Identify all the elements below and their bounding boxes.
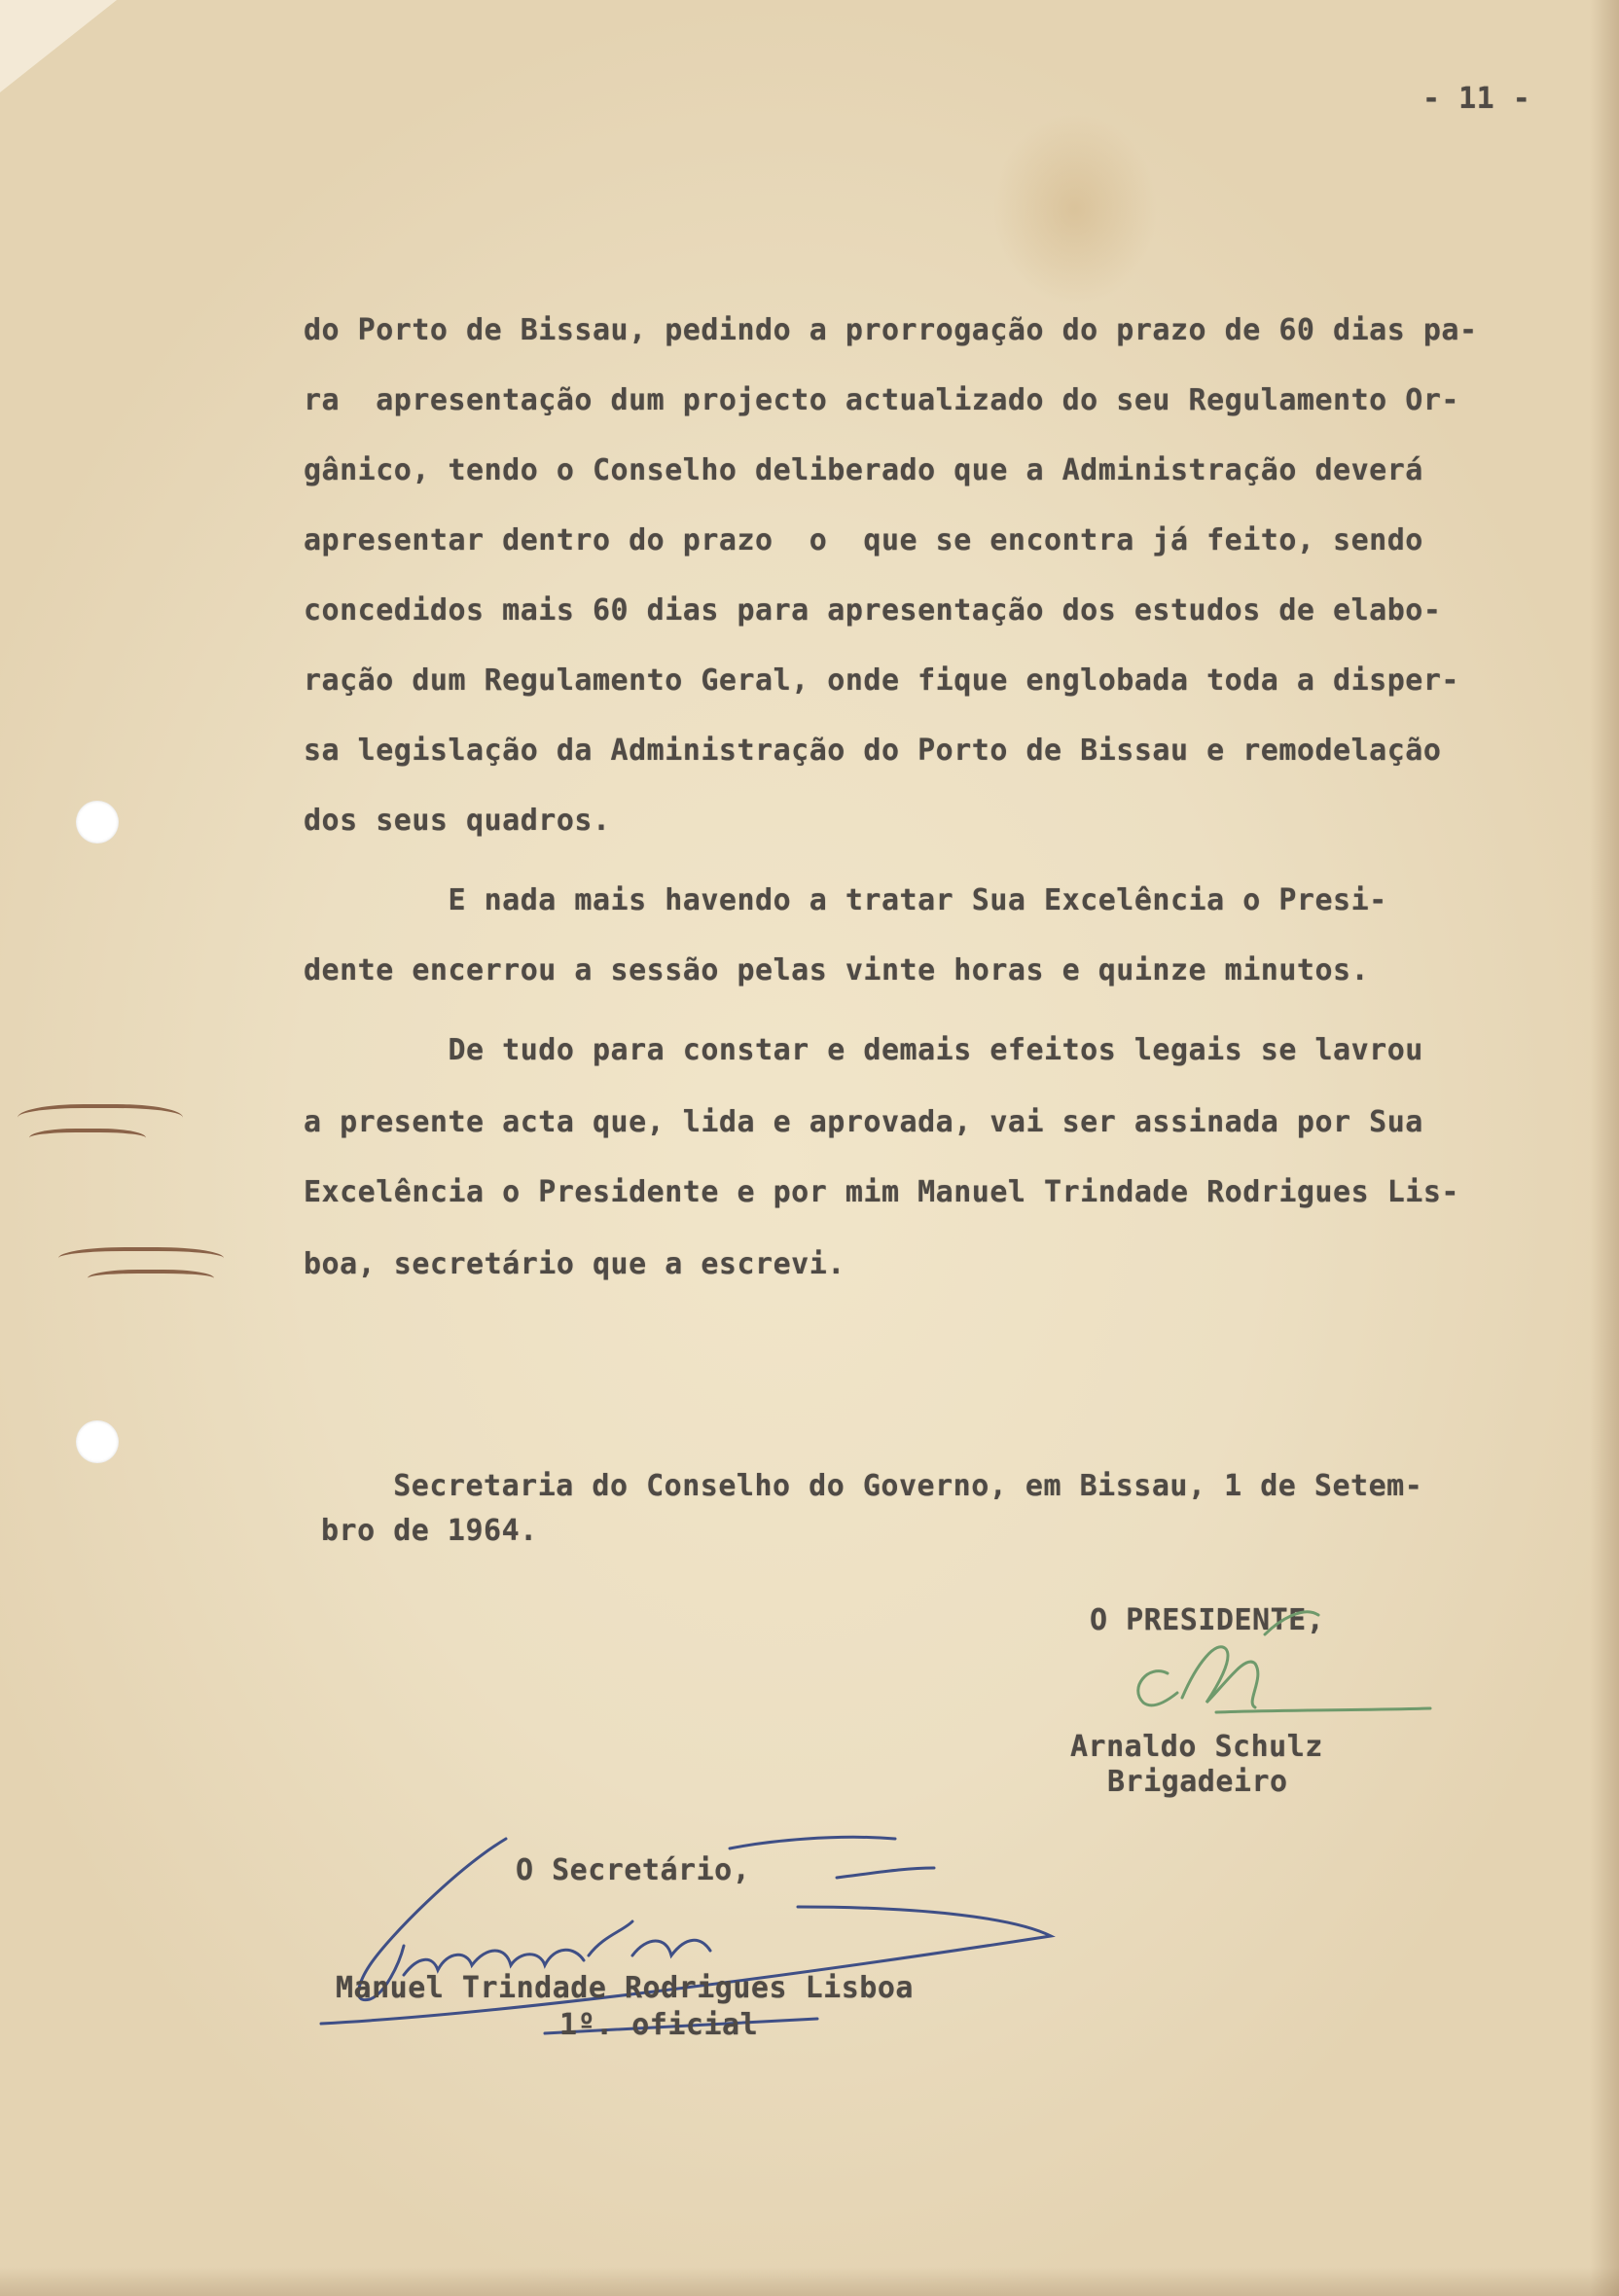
- body-line-6: ração dum Regulamento Geral, onde fique englobada toda a disper-: [304, 664, 1459, 698]
- body-line-12: a presente acta que, lida e aprovada, vai ser assinada por Sua: [304, 1105, 1423, 1139]
- body-line-2: ra apresentação dum projecto actualizado do seu Regulamento Or-: [304, 383, 1459, 417]
- president-signature: [1109, 1596, 1440, 1741]
- secretary-rank: 1º. oficial: [559, 2008, 759, 2042]
- punch-hole-lower: [76, 1420, 119, 1463]
- body-line-11: De tudo para constar e demais efeitos legais se lavrou: [304, 1033, 1423, 1067]
- body-line-14: boa, secretário que a escrevi.: [304, 1247, 845, 1281]
- body-line-3: gânico, tendo o Conselho deliberado que a Administração deverá: [304, 453, 1423, 487]
- body-line-4: apresentar dentro do prazo o que se encontra já feito, sendo: [304, 523, 1423, 557]
- body-line-1: do Porto de Bissau, pedindo a prorrogação do prazo de 60 dias pa-: [304, 313, 1478, 347]
- body-line-10: dente encerrou a sessão pelas vinte horas e quinze minutos.: [304, 953, 1370, 987]
- body-line-5: concedidos mais 60 dias para apresentação dos estudos de elabo-: [304, 593, 1442, 628]
- body-line-9: E nada mais havendo a tratar Sua Excelência o Presi-: [304, 883, 1387, 917]
- body-line-13: Excelência o Presidente e por mim Manuel Trindade Rodrigues Lis-: [304, 1175, 1459, 1209]
- body-line-7: sa legislação da Administração do Porto de Bissau e remodelação: [304, 734, 1442, 768]
- secretary-name: Manuel Trindade Rodrigues Lisboa: [336, 1971, 914, 2005]
- page-edge-shadow-right: [1590, 0, 1619, 2296]
- torn-corner: [0, 0, 117, 92]
- president-rank: Brigadeiro: [1107, 1765, 1288, 1799]
- staple-rust-mark-upper-inner: [29, 1129, 146, 1152]
- president-name: Arnaldo Schulz: [1070, 1730, 1323, 1764]
- body-line-8: dos seus quadros.: [304, 804, 611, 838]
- staple-rust-mark-lower-inner: [88, 1270, 214, 1291]
- closing-place-date-line-2: bro de 1964.: [321, 1514, 538, 1548]
- president-title: O PRESIDENTE,: [1090, 1603, 1325, 1637]
- page-edge-shadow-bottom: [0, 2267, 1619, 2296]
- punch-hole-upper: [76, 801, 119, 843]
- secretary-title: O Secretário,: [516, 1853, 751, 1887]
- page-number: - 11 -: [1422, 82, 1531, 116]
- closing-place-date-line-1: Secretaria do Conselho do Governo, em Bissau, 1 de Setem-: [321, 1469, 1423, 1503]
